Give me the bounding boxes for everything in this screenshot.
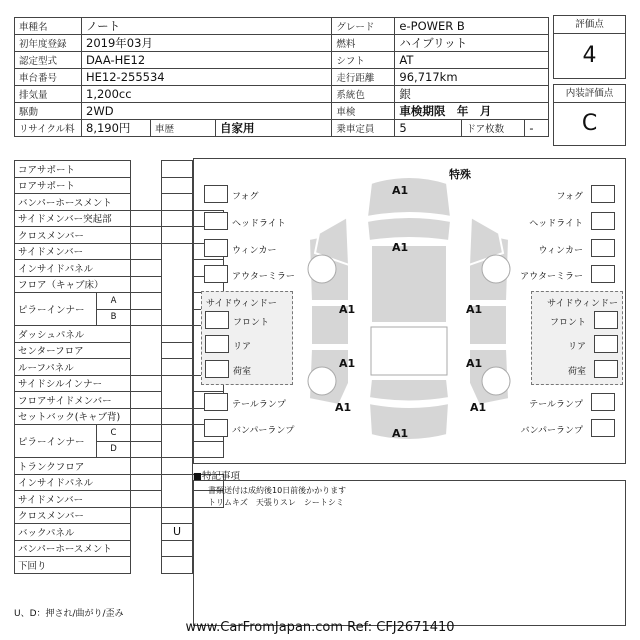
part-name: クロスメンバー: [15, 227, 131, 244]
spec-value: 2019年03月: [82, 35, 332, 52]
doors-label: ドア枚数: [462, 120, 525, 137]
luggage-right-checkbox[interactable]: [594, 360, 618, 378]
bumper-lamp-right-label: バンパーランプ: [520, 426, 583, 436]
spec-value: 96,717km: [395, 69, 549, 86]
side-window-right-group: [531, 291, 623, 385]
mirror-left-label: アウターミラー: [232, 272, 295, 282]
part-cell: [162, 194, 193, 211]
part-name: セットバック(キャブ背): [15, 408, 131, 425]
spec-value: 車検期限 年 月: [395, 103, 549, 120]
part-cell: [131, 293, 162, 310]
luggage-left-label: 荷室: [233, 367, 252, 377]
doors-value: -: [525, 120, 549, 137]
part-cell: [131, 243, 162, 260]
seats-value: 5: [395, 120, 462, 137]
part-cell: [131, 375, 162, 392]
spec-value: DAA-HE12: [82, 52, 332, 69]
part-cell: [162, 177, 193, 194]
spec-label: 車検: [332, 103, 395, 120]
recycle-value: 8,190円: [82, 120, 151, 137]
part-sub: C: [97, 425, 131, 442]
car-body-icon: [299, 173, 519, 463]
headlight-left-checkbox[interactable]: [204, 212, 228, 230]
part-cell: [162, 507, 193, 524]
part-name: サイドメンバー: [15, 243, 131, 260]
fog-left-label: フォグ: [232, 192, 259, 202]
fog-left-checkbox[interactable]: [204, 185, 228, 203]
part-name: サイドメンバー突起部: [15, 210, 131, 227]
remarks-line: 書類送付は成約後10日前後かかります: [208, 486, 347, 495]
rear-window-left-label: リア: [233, 342, 252, 352]
rear-window-right-checkbox[interactable]: [594, 335, 618, 353]
part-name: ピラーインナー: [15, 425, 97, 458]
damage-legend: U、D：押され/曲がり/歪み: [14, 609, 124, 619]
part-cell: [131, 491, 162, 508]
score-label: 評価点: [554, 16, 625, 34]
side-window-left-group: [201, 291, 293, 385]
history-label: 車歴: [151, 120, 216, 137]
mark-roof: A1: [392, 241, 409, 254]
tail-lamp-left-label: テールランプ: [232, 400, 286, 410]
winker-right-checkbox[interactable]: [591, 239, 615, 257]
part-sub: D: [97, 441, 131, 458]
mark-front-door-right: A1: [466, 303, 483, 316]
part-name: バンパーホースメント: [15, 194, 131, 211]
part-name: フロア（キャブ床）: [15, 276, 131, 293]
spec-label: 初年度登録: [15, 35, 82, 52]
spec-table: [14, 17, 549, 137]
part-sub: A: [97, 293, 131, 310]
part-name: インサイドパネル: [15, 474, 131, 491]
mark-rear-fender-left: A1: [335, 401, 352, 414]
remarks-box: [193, 480, 626, 626]
spec-label: 駆動: [15, 103, 82, 120]
spec-value: 1,200cc: [82, 86, 332, 103]
part-name: サイドシルインナー: [15, 375, 131, 392]
part-sub: B: [97, 309, 131, 326]
spec-label: 車種名: [15, 18, 82, 35]
spec-value: AT: [395, 52, 549, 69]
part-cell: [131, 260, 162, 277]
headlight-left-label: ヘッドライト: [232, 219, 286, 229]
mark-front-door-left: A1: [339, 303, 356, 316]
interior-value: C: [581, 111, 598, 136]
car-diagram: [193, 158, 626, 464]
part-cell: [162, 326, 193, 343]
mark-rear-door-right: A1: [466, 357, 483, 370]
front-window-right-checkbox[interactable]: [594, 311, 618, 329]
mark-hood: A1: [392, 184, 409, 197]
spec-value: HE12-255534: [82, 69, 332, 86]
bumper-lamp-left-label: バンパーランプ: [232, 426, 295, 436]
winker-left-label: ウィンカー: [232, 246, 277, 256]
seats-label: 乗車定員: [332, 120, 395, 137]
part-cell: [162, 557, 193, 574]
part-name: ピラーインナー: [15, 293, 97, 326]
part-name: クロスメンバー: [15, 507, 131, 524]
part-cell: [162, 458, 193, 475]
tail-lamp-right-checkbox[interactable]: [591, 393, 615, 411]
front-window-right-label: フロント: [549, 318, 586, 328]
history-value: 自家用: [216, 120, 332, 137]
spec-label: 走行距離: [332, 69, 395, 86]
spec-value: ノート: [82, 18, 332, 35]
spec-value: ハイブリット: [395, 35, 549, 52]
spec-value: e-POWER B: [395, 18, 549, 35]
winker-left-checkbox[interactable]: [204, 239, 228, 257]
score-value: 4: [582, 43, 597, 68]
tail-lamp-right-label: テールランプ: [529, 400, 583, 410]
remarks-line: トリムキズ 天張りスレ シートシミ: [208, 498, 344, 507]
mark-rear-fender-right: A1: [470, 401, 487, 414]
part-cell: [162, 342, 193, 359]
luggage-left-checkbox[interactable]: [205, 360, 229, 378]
part-name: インサイドパネル: [15, 260, 131, 277]
luggage-right-label: 荷室: [567, 367, 586, 377]
spec-label: 認定型式: [15, 52, 82, 69]
part-name: バックパネル: [15, 524, 131, 541]
bumper-lamp-left-checkbox[interactable]: [204, 419, 228, 437]
bumper-lamp-right-checkbox[interactable]: [591, 419, 615, 437]
mirror-right-label: アウターミラー: [520, 272, 583, 282]
mirror-right-checkbox[interactable]: [591, 265, 615, 283]
front-window-left-checkbox[interactable]: [205, 311, 229, 329]
part-name: フロアサイドメンバー: [15, 392, 131, 409]
part-name: サイドメンバー: [15, 491, 131, 508]
part-cell: [162, 408, 193, 425]
part-name: バンパーホースメント: [15, 540, 131, 557]
spec-value: 銀: [395, 86, 549, 103]
spec-label: シフト: [332, 52, 395, 69]
winker-right-label: ウィンカー: [538, 246, 583, 256]
part-cell: [131, 309, 162, 326]
part-name: センターフロア: [15, 342, 131, 359]
part-name: ルーフパネル: [15, 359, 131, 376]
spec-label: 燃料: [332, 35, 395, 52]
special-label: 特殊: [449, 168, 471, 181]
interior-box: [553, 84, 626, 146]
tail-lamp-left-checkbox[interactable]: [204, 393, 228, 411]
part-cell: [162, 161, 193, 178]
interior-label: 内装評価点: [554, 85, 625, 103]
part-cell: [131, 392, 162, 409]
rear-window-left-checkbox[interactable]: [205, 335, 229, 353]
headlight-right-label: ヘッドライト: [529, 219, 583, 229]
fog-right-checkbox[interactable]: [591, 185, 615, 203]
front-window-left-label: フロント: [233, 318, 270, 328]
spec-label: 系統色: [332, 86, 395, 103]
mark-rear-door-left: A1: [339, 357, 356, 370]
fog-right-label: フォグ: [556, 192, 583, 202]
spec-label: グレード: [332, 18, 395, 35]
side-window-right-label: サイドウィンドー: [547, 299, 618, 309]
side-window-left-label: サイドウィンドー: [206, 299, 277, 309]
part-name: トランクフロア: [15, 458, 131, 475]
back-panel-mark: U: [162, 524, 193, 541]
part-name: コアサポート: [15, 161, 131, 178]
part-cell: [162, 540, 193, 557]
spec-label: 排気量: [15, 86, 82, 103]
part-cell: [131, 210, 162, 227]
part-cell: [162, 359, 193, 376]
remarks-title: ■特記事項: [193, 471, 240, 482]
part-name: ダッシュパネル: [15, 326, 131, 343]
score-box: [553, 15, 626, 79]
footer-reference: www.CarFromJapan.com Ref: CFJ2671410: [185, 620, 455, 635]
part-name: 下回り: [15, 557, 131, 574]
part-cell: [131, 474, 162, 491]
mirror-left-checkbox[interactable]: [204, 265, 228, 283]
part-cell: [131, 425, 162, 442]
part-cell: [131, 276, 162, 293]
headlight-right-checkbox[interactable]: [591, 212, 615, 230]
spec-value: 2WD: [82, 103, 332, 120]
spec-label: 車台番号: [15, 69, 82, 86]
mark-trunk: A1: [392, 427, 409, 440]
recycle-label: リサイクル料: [15, 120, 82, 137]
rear-window-right-label: リア: [567, 342, 586, 352]
part-name: ロアサポート: [15, 177, 131, 194]
part-cell: [162, 227, 193, 244]
part-cell: [131, 441, 162, 458]
